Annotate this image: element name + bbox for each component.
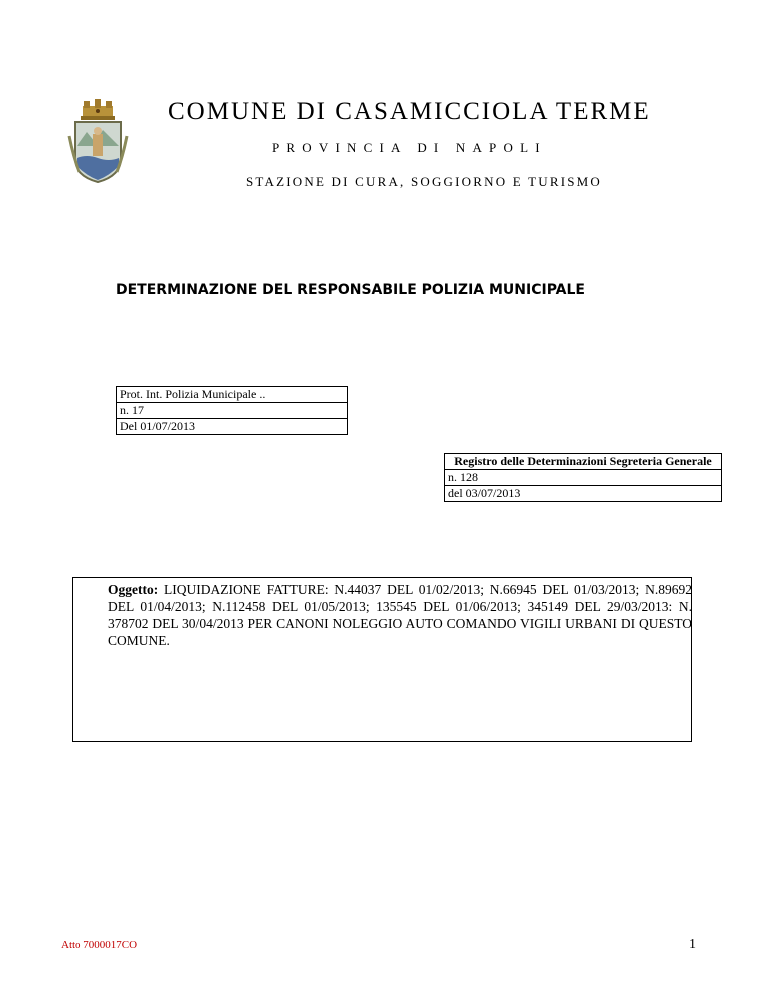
subject-paragraph <box>108 581 692 649</box>
page-number: 1 <box>689 937 696 952</box>
protocol-date: Del 01/07/2013 <box>117 419 348 435</box>
footer-atto: Atto 7000017CO <box>61 939 138 951</box>
station-line: STAZIONE DI CURA, SOGGIORNO E TURISMO <box>246 174 603 189</box>
subject-box <box>72 577 692 742</box>
registro-header: Registro delle Determinazioni Segreteria Generale <box>445 454 722 470</box>
page-title: COMUNE DI CASAMICCIOLA TERME <box>168 98 651 125</box>
subject-label: Oggetto: <box>108 582 159 597</box>
registro-number: n. 128 <box>445 470 722 486</box>
protocol-label: Prot. Int. Polizia Municipale .. <box>117 387 348 403</box>
municipal-crest-icon <box>67 96 129 184</box>
registro-table <box>444 453 722 502</box>
protocol-number: n. 17 <box>117 403 348 419</box>
registro-date: del 03/07/2013 <box>445 486 722 502</box>
subject-text: LIQUIDAZIONE FATTURE: N.44037 DEL 01/02/2013; N.66945 DEL 01/03/2013; N.89692 DEL 01/04/2013; N.112458 DEL 01/05/2013; 135545 DEL 01/06/2013; 345149 DEL 29/03/2013: N. 378702 DEL 30/04/2013 PER CANONI NOLEGGIO AUTO COMANDO VIGILI URBANI DI QUESTO COMUNE. <box>108 582 692 648</box>
document-heading: DETERMINAZIONE DEL RESPONSABILE POLIZIA MUNICIPALE <box>116 282 585 298</box>
province-line: PROVINCIA DI NAPOLI <box>272 140 547 155</box>
protocol-table <box>116 386 348 435</box>
